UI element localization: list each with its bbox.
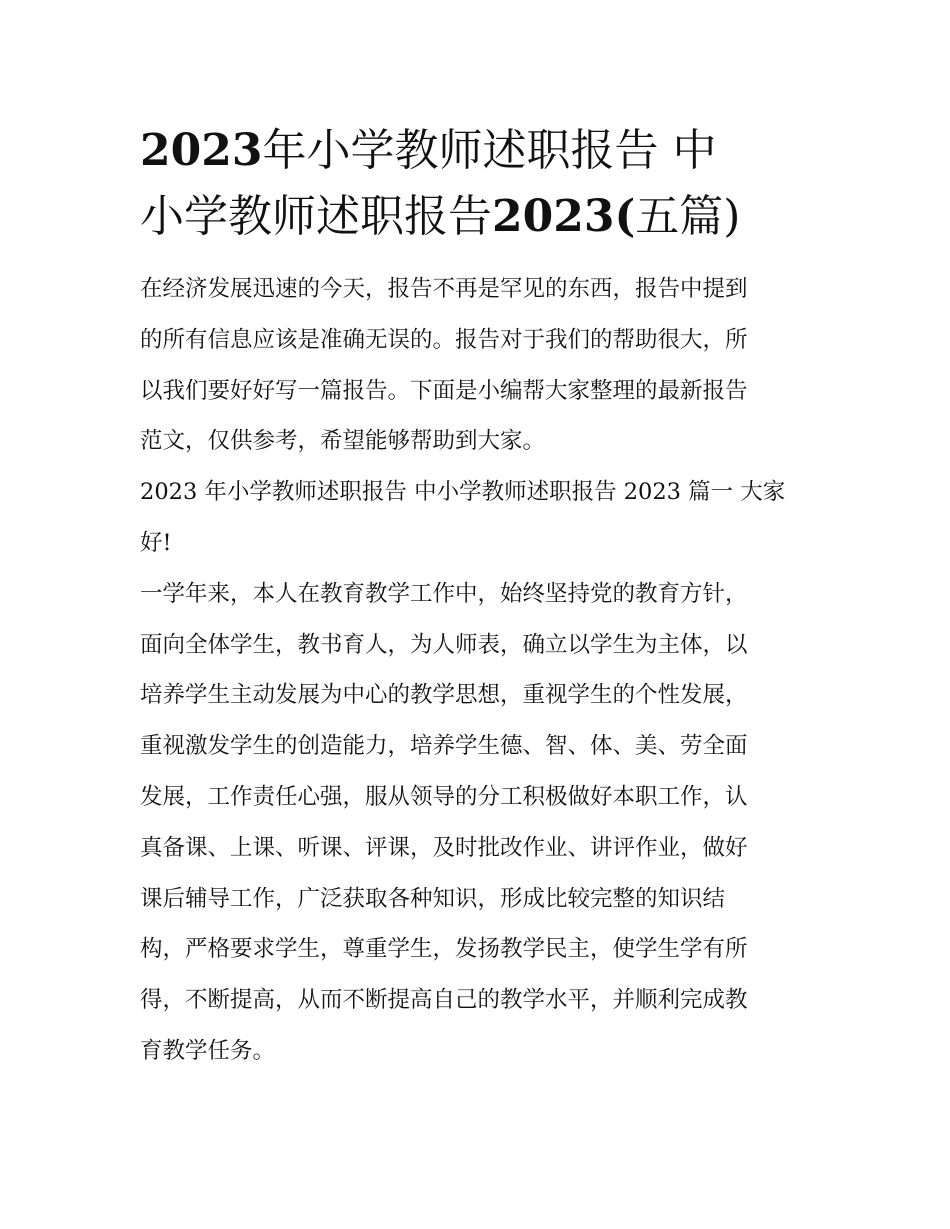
title-year: 2023 <box>140 125 263 176</box>
text-line: 面向全体学生，教书育人，为人师表，确立以学生为主体，以 <box>140 631 748 658</box>
text-line: 2023 年小学教师述职报告 中小学教师述职报告 2023 篇一 大家 <box>140 479 786 506</box>
title-text: 小学教师述职报告 <box>140 191 492 242</box>
text-line: 以我们要好好写一篇报告。下面是小编帮大家整理的最新报告 <box>140 377 748 404</box>
title-text: 年小学教师述职报告 中 <box>262 125 717 176</box>
text-line: 的所有信息应该是准确无误的。报告对于我们的帮助很大，所 <box>140 326 748 353</box>
text-line: 培养学生主动发展为中心的教学思想，重视学生的个性发展， <box>140 682 748 709</box>
text-line: 好! <box>140 529 172 556</box>
text-line: 重视激发学生的创造能力，培养学生德、智、体、美、劳全面 <box>140 733 748 760</box>
intro-paragraph <box>140 264 812 467</box>
text-line: 育教学任务。 <box>140 1037 276 1064</box>
text-line: 在经济发展迅速的今天，报告不再是罕见的东西，报告中提到 <box>140 276 748 302</box>
text-line: 得，不断提高，从而不断提高自己的教学水平，并顺利完成教 <box>140 987 748 1014</box>
document-title <box>140 118 812 250</box>
text-line: 课后辅导工作，广泛获取各种知识，形成比较完整的知识结 <box>140 885 726 912</box>
title-line <box>140 118 812 184</box>
body-paragraph <box>140 569 812 1077</box>
text-line: 范文，仅供参考，希望能够帮助到大家。 <box>140 428 546 455</box>
document-page <box>140 118 812 1077</box>
title-year: 2023( <box>492 191 636 242</box>
text-line: 构，严格要求学生，尊重学生，发扬教学民主，使学生学有所 <box>140 936 748 963</box>
text-line: 发展，工作责任心强，服从领导的分工积极做好本职工作，认 <box>140 783 748 810</box>
section-heading-paragraph <box>140 467 812 569</box>
text-line: 真备课、上课、听课、评课，及时批改作业、讲评作业，做好 <box>140 834 748 861</box>
text-line: 一学年来，本人在教育教学工作中，始终坚持党的教育方针， <box>140 580 748 607</box>
title-text: 五篇) <box>635 191 741 242</box>
title-line <box>140 184 812 250</box>
